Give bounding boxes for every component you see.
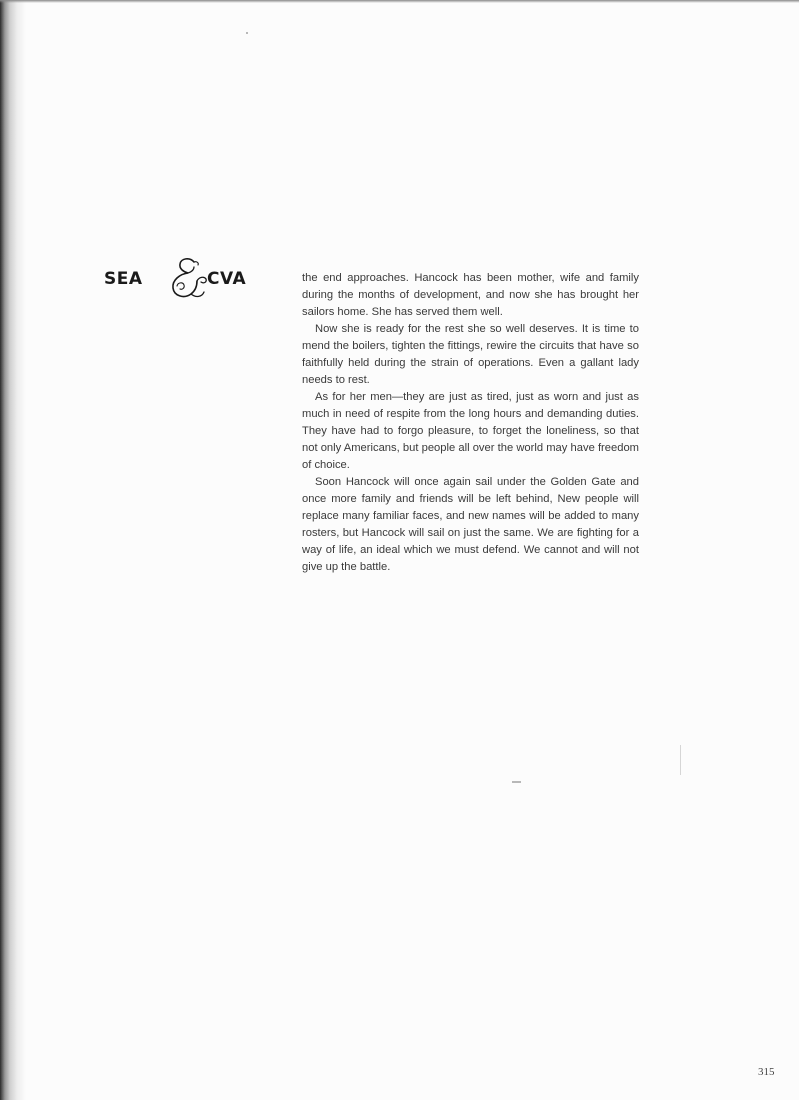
scan-speck bbox=[512, 781, 521, 783]
ampersand-ornament bbox=[164, 256, 208, 302]
heading-left-word: SEA bbox=[104, 269, 143, 289]
paragraph: As for her men—they are just as tired, just as worn and just as much in need of respite from the long hours and demanding duties. They have had to forgo pleasure, to forget the loneliness, so that not only Americans, but people all over the world may have freedom of choice. bbox=[302, 391, 639, 471]
body-text bbox=[302, 270, 639, 576]
page-number: 315 bbox=[758, 1066, 775, 1078]
page-top-edge bbox=[0, 0, 799, 3]
heading-right-word: CVA bbox=[207, 269, 247, 289]
scan-speck bbox=[680, 745, 681, 775]
scan-speck bbox=[246, 32, 248, 34]
paragraph: the end approaches. Hancock has been mother, wife and family during the months of development, and now she has brought her sailors home. She has served them well. bbox=[302, 272, 639, 318]
paragraph: Now she is ready for the rest she so well deserves. It is time to mend the boilers, tighten the fittings, rewire the circuits that have so faithfully held during the strain of operations. Even a gallant lady needs to rest. bbox=[302, 323, 639, 386]
section-heading bbox=[104, 256, 264, 302]
binding-shadow bbox=[0, 0, 26, 1100]
paragraph: Soon Hancock will once again sail under the Golden Gate and once more family and friends will be left behind, New people will replace many familiar faces, and new names will be added to many rosters, but Hancock will sail on just the same. We are fighting for a way of life, an ideal which we must defend. We cannot and will not give up the battle. bbox=[302, 476, 639, 573]
